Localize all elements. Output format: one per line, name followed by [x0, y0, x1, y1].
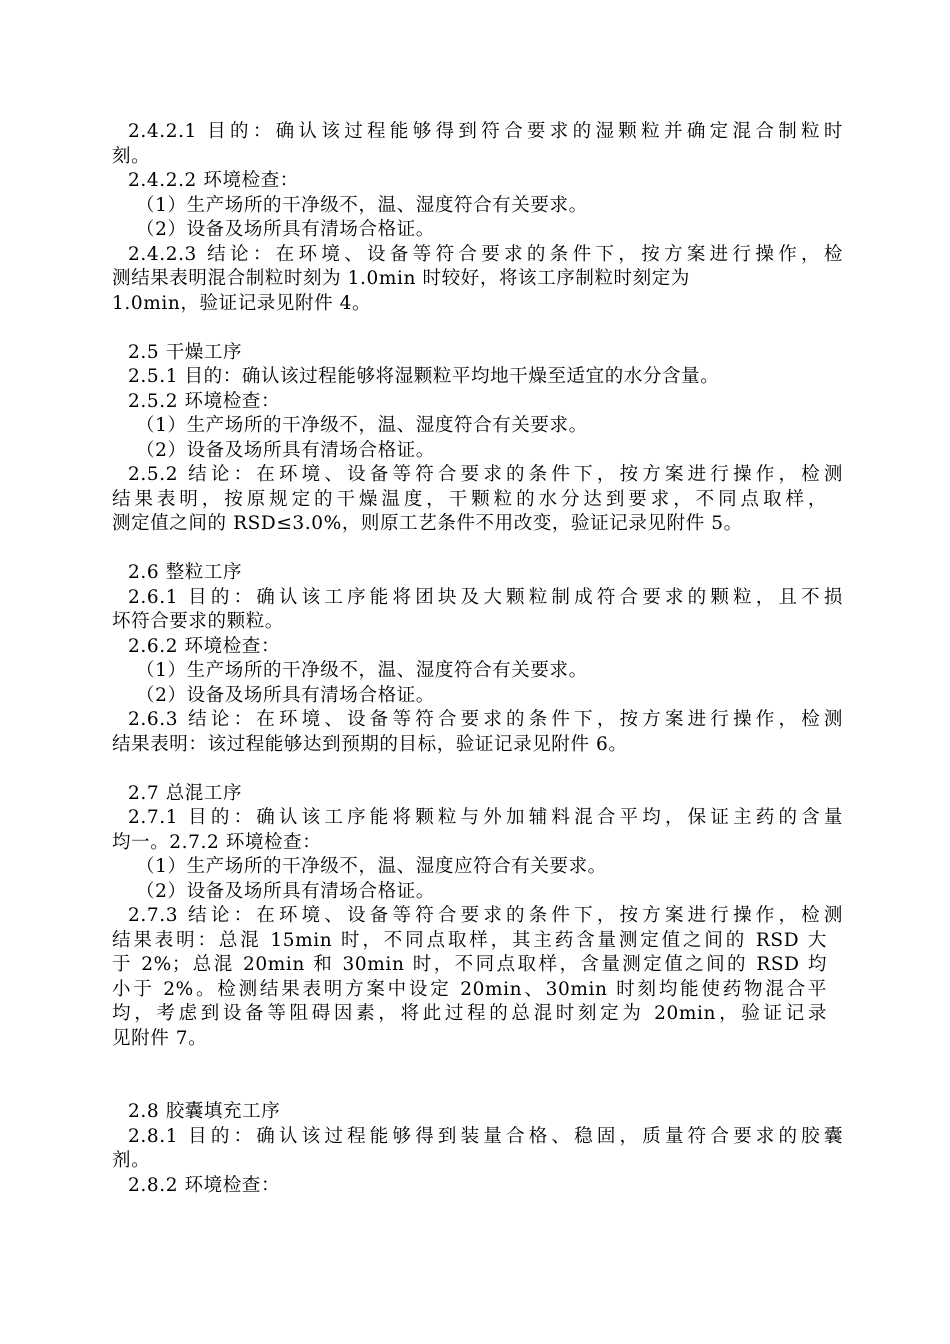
text-line: 2.7.1 目的：确认该工序能将颗粒与外加辅料混合平均，保证主药的含量: [128, 807, 843, 828]
section-heading: 2.8.2 环境检查：: [128, 1174, 281, 1196]
section-heading: 2.8 胶囊填充工序: [128, 1101, 281, 1122]
list-item: （1）生产场所的干净级不，温、湿度符合有关要求。: [136, 194, 588, 216]
document-body: [112, 120, 843, 1198]
list-item: （2）设备及场所具有清场合格证。: [136, 880, 435, 902]
text-line: 2.7.3 结论：在环境、设备等符合要求的条件下，按方案进行操作，检测: [128, 905, 843, 926]
text-line: 2.5.1 目的：确认该过程能够将湿颗粒平均地干燥至适宜的水分含量。: [128, 366, 720, 387]
text-line: 结果表明，按原规定的干燥温度，干颗粒的水分达到要求，不同点取样，: [112, 488, 827, 510]
text-line: 均一。2.7.2 环境检查：: [112, 831, 322, 853]
list-item: （2）设备及场所具有清场合格证。: [136, 684, 435, 706]
text-line: 1.0min，验证记录见附件 4。: [112, 292, 372, 314]
section-heading: 2.4.2.2 环境检查：: [128, 170, 299, 191]
section-heading: 2.5 干燥工序: [128, 341, 243, 363]
text-line: 于 2%；总混 20min 和 30min 时，不同点取样，含量测定值之间的 RSD 均: [112, 954, 827, 975]
list-item: （1）生产场所的干净级不，温、湿度应符合有关要求。: [136, 856, 607, 877]
text-line: 坏符合要求的颗粒。: [112, 611, 284, 632]
text-line: 2.6.3 结论：在环境、设备等符合要求的条件下，按方案进行操作，检测: [128, 709, 843, 730]
text-line: 2.6.1 目的：确认该工序能将团块及大颗粒制成符合要求的颗粒，且不损: [128, 586, 843, 608]
section-heading: 2.7 总混工序: [128, 782, 243, 804]
text-line: 2.5.2 结论：在环境、设备等符合要求的条件下，按方案进行操作，检测: [128, 464, 843, 485]
text-line: 见附件 7。: [112, 1027, 208, 1049]
list-item: （1）生产场所的干净级不，温、湿度符合有关要求。: [136, 660, 588, 681]
list-item: （2）设备及场所具有清场合格证。: [136, 439, 435, 461]
list-item: （1）生产场所的干净级不，温、湿度符合有关要求。: [136, 415, 588, 436]
text-line: 剂。: [112, 1150, 151, 1171]
text-line: 小于 2%。检测结果表明方案中设定 20min、30min 时刻均能使药物混合平: [112, 978, 827, 1000]
section-heading: 2.5.2 环境检查：: [128, 390, 281, 412]
text-line: 刻。: [112, 145, 151, 167]
text-line: 2.4.2.1 目的：确认该过程能够得到符合要求的湿颗粒并确定混合制粒时: [128, 121, 843, 142]
text-line: 测定值之间的 RSD≤3.0%，则原工艺条件不用改变，验证记录见附件 5。: [112, 513, 743, 534]
text-line: 2.4.2.3 结论：在环境、设备等符合要求的条件下，按方案进行操作，检: [128, 243, 843, 265]
section-heading: 2.6 整粒工序: [128, 562, 243, 583]
text-line: 测结果表明混合制粒时刻为 1.0min 时较好，将该工序制粒时刻定为: [112, 268, 690, 289]
section-heading: 2.6.2 环境检查：: [128, 635, 281, 657]
text-line: 结果表明：该过程能够达到预期的目标，验证记录见附件 6。: [112, 733, 628, 755]
text-line: 均，考虑到设备等阻碍因素，将此过程的总混时刻定为 20min，验证记录: [112, 1003, 827, 1024]
list-item: （2）设备及场所具有清场合格证。: [136, 219, 435, 240]
text-line: 结果表明：总混 15min 时，不同点取样，其主药含量测定值之间的 RSD 大: [112, 929, 827, 951]
text-line: 2.8.1 目的：确认该过程能够得到装量合格、稳固，质量符合要求的胶囊: [128, 1125, 843, 1147]
